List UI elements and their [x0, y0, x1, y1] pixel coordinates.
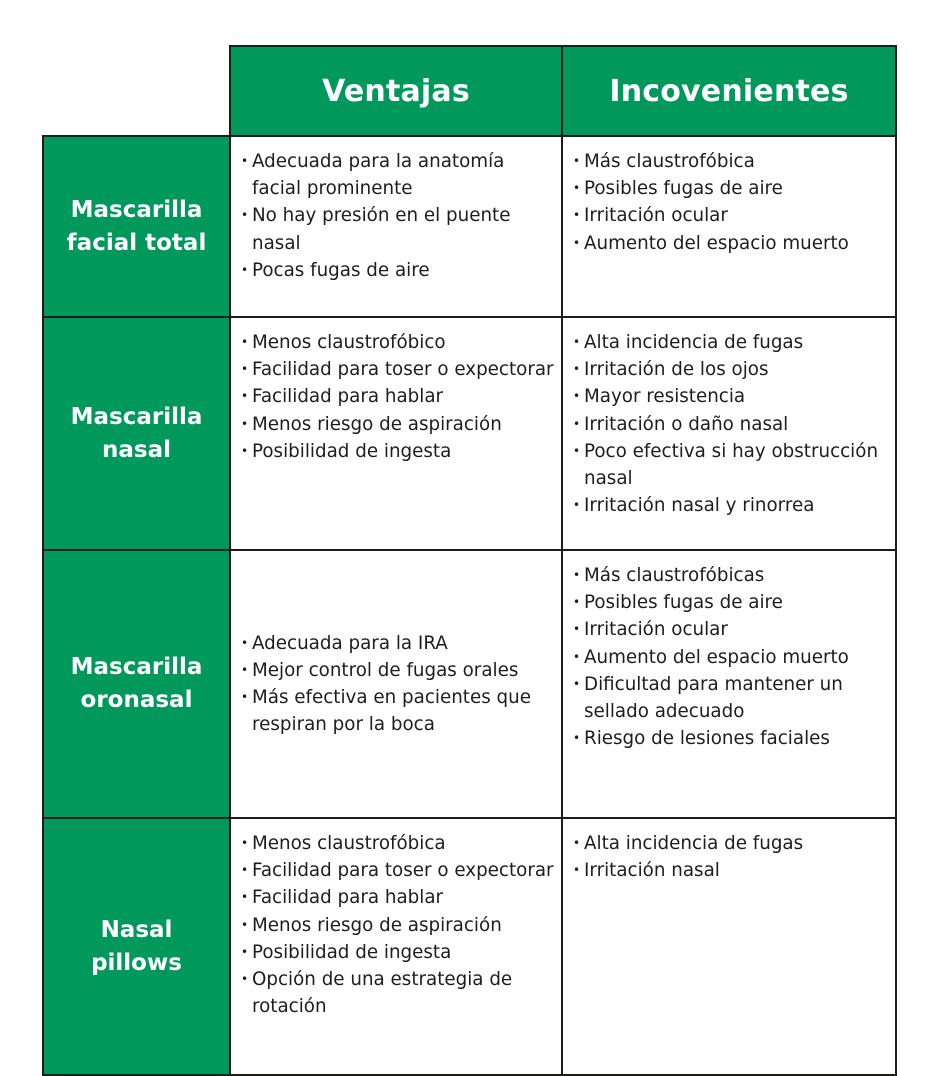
row-header-line: Mascarilla [70, 196, 203, 223]
ventajas-list [241, 630, 557, 739]
list-item: • Alta incidencia de fugas [573, 329, 891, 356]
table-row [43, 136, 896, 317]
list-item: • Posibles fugas de aire [573, 175, 891, 202]
mask-comparison-table [42, 45, 897, 1076]
list-item: • Más efectiva en pacientes que respiran por la boca [241, 684, 557, 738]
row-header-mascarilla-nasal [43, 317, 230, 550]
list-item: • Más claustrofóbicas [573, 562, 891, 589]
list-item: • Menos claustrofóbico [241, 329, 557, 356]
list-item: • Facilidad para toser o expectorar [241, 857, 557, 884]
row-header-line: Nasal [100, 916, 173, 943]
inconvenientes-list [573, 148, 891, 257]
corner-cell [43, 46, 230, 136]
inconvenientes-cell [562, 550, 896, 818]
list-item: • Irritación ocular [573, 202, 891, 229]
ventajas-list [241, 148, 557, 284]
row-header-line: oronasal [80, 687, 193, 713]
list-item: • Más claustrofóbica [573, 148, 891, 175]
inconvenientes-cell [562, 818, 896, 1075]
list-item: • Mayor resistencia [573, 383, 891, 410]
row-header-line: pillows [91, 949, 182, 976]
table-row [43, 550, 896, 818]
comparison-table-container [42, 45, 895, 1076]
row-header-mascarilla-facial-total [43, 136, 230, 317]
header-ventajas: Ventajas [230, 46, 562, 136]
list-item: • Mejor control de fugas orales [241, 657, 557, 684]
list-item: • Poco efectiva si hay obstrucción nasal [573, 438, 891, 492]
row-header-line: nasal [102, 436, 171, 463]
list-item: • Opción de una estrategia de rotación [241, 966, 557, 1020]
table-row [43, 818, 896, 1075]
ventajas-cell [230, 818, 562, 1075]
list-item: • Facilidad para hablar [241, 884, 557, 911]
inconvenientes-list [573, 562, 891, 752]
list-item: • Menos riesgo de aspiración [241, 912, 557, 939]
list-item: • Alta incidencia de fugas [573, 830, 891, 857]
inconvenientes-list [573, 830, 891, 884]
row-header-mascarilla-oronasal [43, 550, 230, 818]
list-item: • Menos claustrofóbica [241, 830, 557, 857]
row-header-line: Mascarilla [70, 403, 203, 430]
inconvenientes-cell [562, 136, 896, 317]
ventajas-list [241, 329, 557, 465]
list-item: • Menos riesgo de aspiración [241, 411, 557, 438]
list-item: • Dificultad para mantener un sellado adecuado [573, 671, 891, 725]
header-inconvenientes: Incovenientes [562, 46, 896, 136]
inconvenientes-cell [562, 317, 896, 550]
list-item: • Irritación nasal y rinorrea [573, 492, 891, 519]
list-item: • Riesgo de lesiones faciales [573, 725, 891, 752]
list-item: • Posibilidad de ingesta [241, 438, 557, 465]
ventajas-cell [230, 136, 562, 317]
ventajas-list [241, 830, 557, 1020]
list-item: • Aumento del espacio muerto [573, 644, 891, 671]
row-header-nasal-pillows [43, 818, 230, 1075]
ventajas-cell [230, 550, 562, 818]
list-item: • Irritación de los ojos [573, 356, 891, 383]
list-item: • No hay presión en el puente nasal [241, 202, 557, 256]
list-item: • Irritación o daño nasal [573, 411, 891, 438]
inconvenientes-list [573, 329, 891, 519]
list-item: • Facilidad para hablar [241, 383, 557, 410]
list-item: • Adecuada para la IRA [241, 630, 557, 657]
list-item: • Posibles fugas de aire [573, 589, 891, 616]
list-item: • Pocas fugas de aire [241, 257, 557, 284]
list-item: • Posibilidad de ingesta [241, 939, 557, 966]
row-header-line: facial total [66, 229, 207, 256]
list-item: • Adecuada para la anatomía facial prominente [241, 148, 557, 202]
list-item: • Facilidad para toser o expectorar [241, 356, 557, 383]
ventajas-cell [230, 317, 562, 550]
list-item: • Irritación nasal [573, 857, 891, 884]
header-row [43, 46, 896, 136]
list-item: • Aumento del espacio muerto [573, 230, 891, 257]
table-row [43, 317, 896, 550]
list-item: • Irritación ocular [573, 616, 891, 643]
row-header-line: Mascarilla [70, 654, 203, 680]
